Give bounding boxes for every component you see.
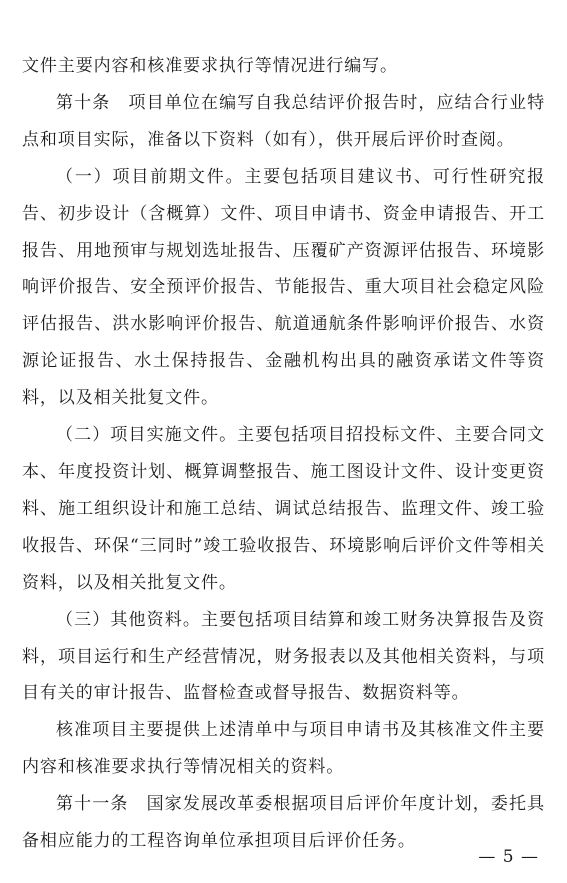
paragraph-article-10: 第十条 项目单位在编写自我总结评价报告时，应结合行业特点和项目实际，准备以下资料（如有），供开展后评价时查阅。 [22, 92, 545, 150]
body-text [22, 48, 545, 860]
paragraph-item-3-other-materials: （三）其他资料。主要包括项目结算和竣工财务决算报告及资料，项目运行和生产经营情况，财务报表以及其他相关资料，与项目有关的审计报告、监督检查或督导报告、数据资料等。 [22, 609, 545, 704]
paragraph-article-11: 第十一条 国家发展改革委根据项目后评价年度计划，委托具备相应能力的工程咨询单位承担项目后评价任务。 [22, 794, 545, 852]
page-number: — 5 — [478, 847, 539, 867]
paragraph-item-2-implementation-documents: （二）项目实施文件。主要包括项目招投标文件、主要合同文本、年度投资计划、概算调整报告、施工图设计文件、设计变更资料、施工组织设计和施工总结、调试总结报告、监理文件、竣工验收报告、环保“三同时”竣工验收报告、环境影响后评价文件等相关资料，以及相关批复文件。 [22, 425, 545, 593]
paragraph-approved-projects: 核准项目主要提供上述清单中与项目申请书及其核准文件主要内容和核准要求执行等情况相关的资料。 [22, 720, 545, 778]
paragraph-continuation: 文件主要内容和核准要求执行等情况进行编写。 [22, 56, 398, 76]
paragraph-item-1-preliminary-documents: （一）项目前期文件。主要包括项目建议书、可行性研究报告、初步设计（含概算）文件、项目申请书、资金申请报告、开工报告、用地预审与规划选址报告、压覆矿产资源评估报告、环境影响评价报告、安全预评价报告、节能报告、重大项目社会稳定风险评估报告、洪水影响评价报告、航道通航条件影响评价报告、水资源论证报告、水土保持报告、金融机构出具的融资承诺文件等资料，以及相关批复文件。 [22, 166, 545, 409]
